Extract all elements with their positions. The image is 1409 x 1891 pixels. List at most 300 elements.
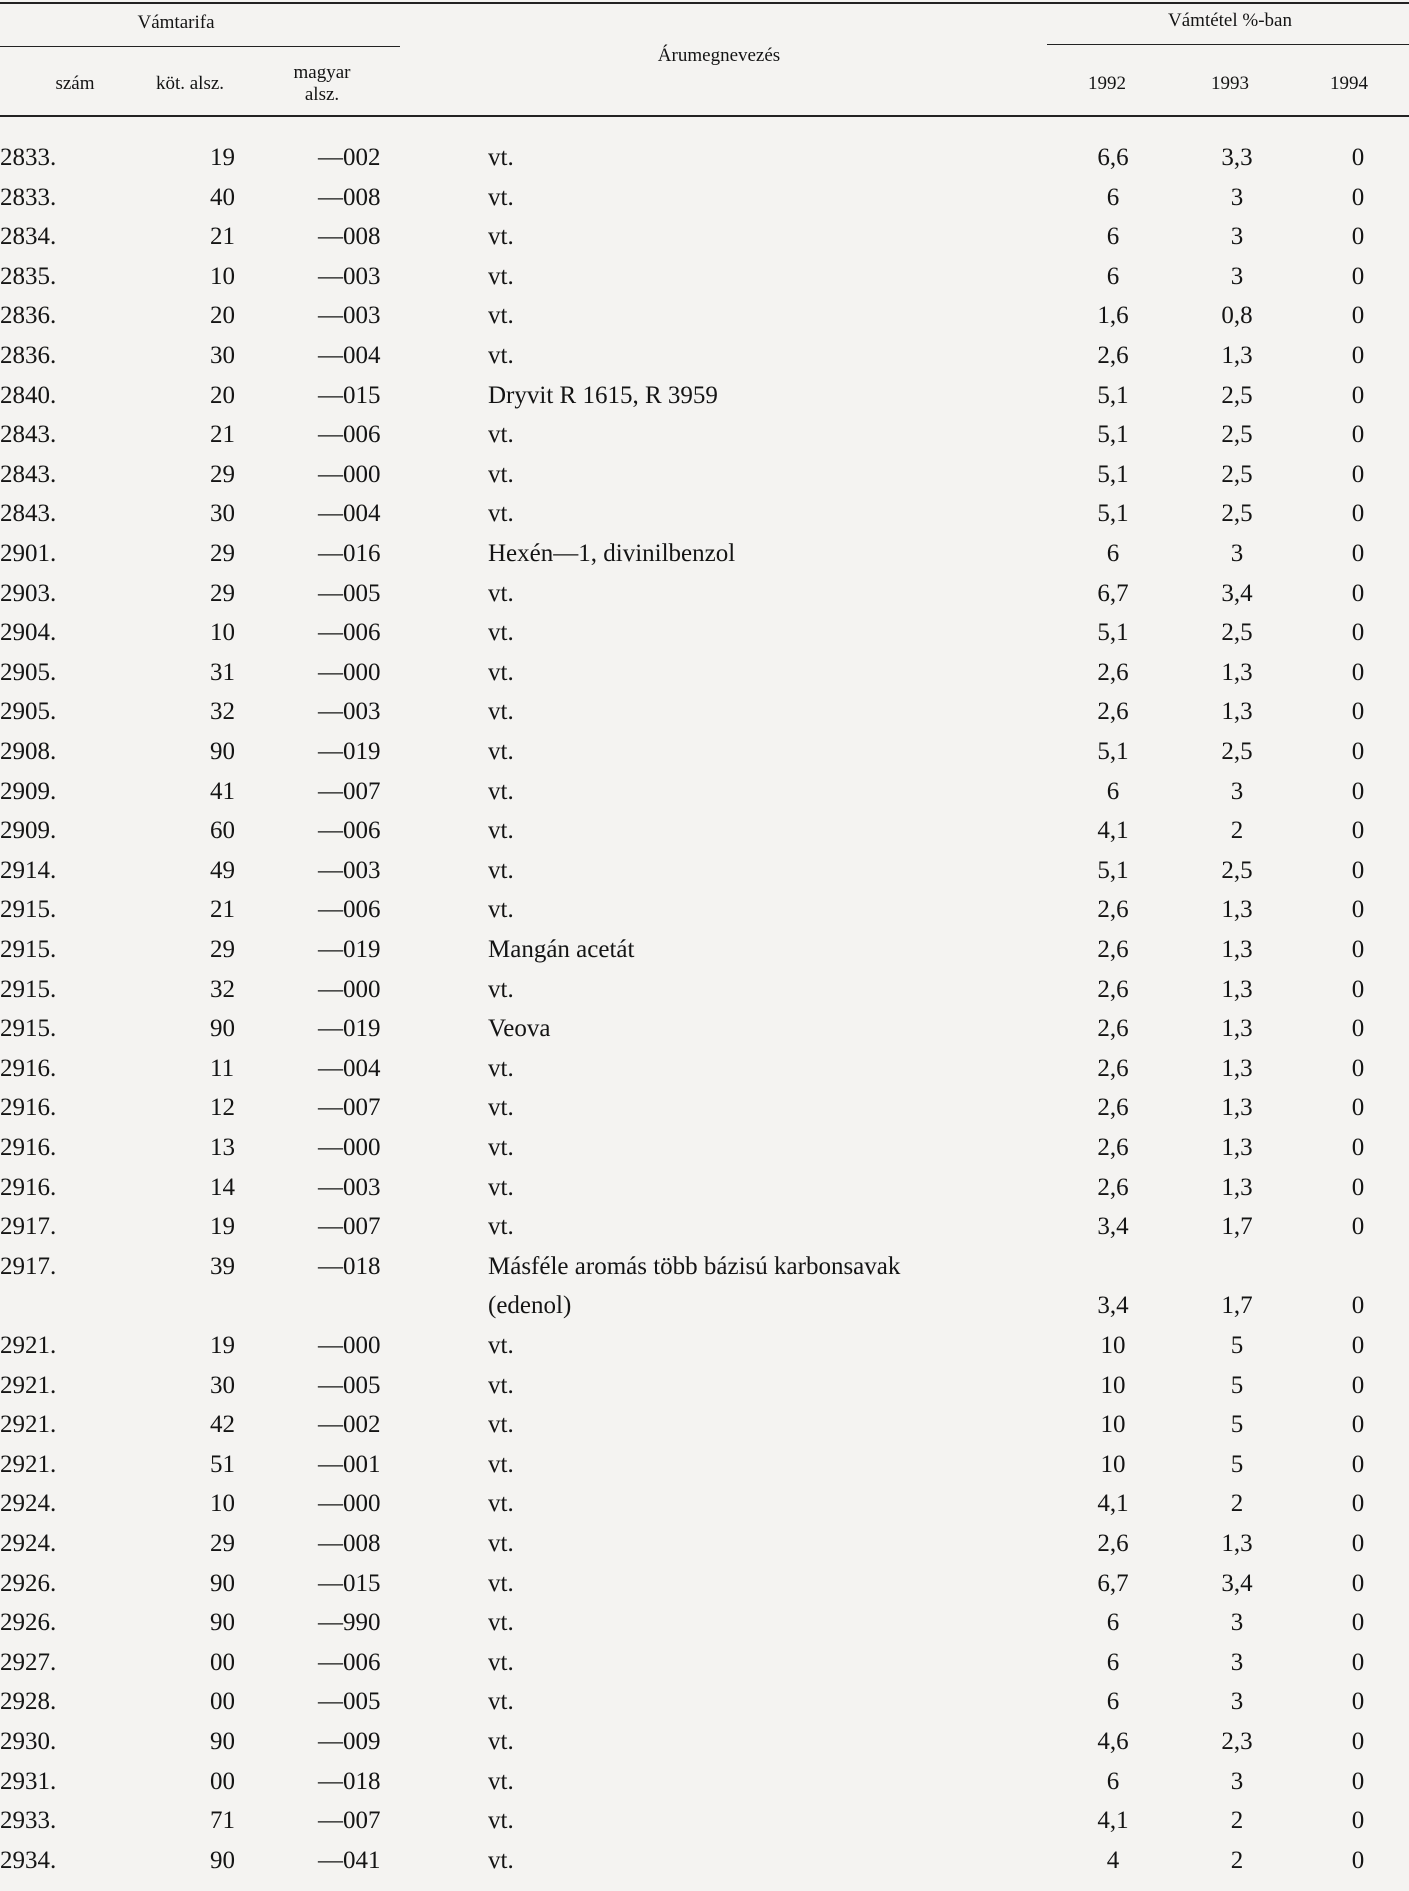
magyar-alsz-cell: —007 (318, 1213, 381, 1241)
table-row (0, 1644, 1409, 1682)
table-row (0, 1129, 1409, 1167)
table-row (0, 1525, 1409, 1563)
kot-alsz-cell: 29 (210, 460, 235, 488)
tariff-number-cell: 2915. (0, 936, 57, 963)
rate-1994-cell: 0 (1351, 896, 1365, 924)
magyar-alsz-cell: —000 (318, 1134, 381, 1161)
kot-alsz-cell: 19 (210, 1213, 235, 1241)
table-row (0, 891, 1409, 929)
magyar-alsz-cell: —003 (318, 302, 381, 330)
rate-1992-cell: 6 (1106, 223, 1120, 251)
rate-1994-cell (1358, 1248, 1359, 1286)
rate-1993-cell: 5 (1230, 1450, 1244, 1478)
rate-1993-cell: 1,3 (1221, 658, 1253, 686)
rate-1992-cell: 10 (1100, 1371, 1126, 1399)
top-rule (0, 2, 1409, 4)
product-name-cell: (edenol) (488, 1292, 572, 1320)
rate-1993-cell: 5 (1230, 1332, 1244, 1359)
rate-1994-cell: 0 (1351, 936, 1365, 963)
table-row (0, 971, 1409, 1009)
kot-alsz-cell: 19 (210, 1332, 235, 1359)
rate-1992-cell: 10 (1100, 1450, 1126, 1478)
table-row (0, 1604, 1409, 1642)
table-row (0, 456, 1409, 494)
kot-alsz-cell: 21 (210, 421, 235, 449)
tariff-number-cell: 2908. (0, 738, 57, 765)
product-name-cell: vt. (488, 1767, 514, 1795)
magyar-alsz-cell: —009 (318, 1728, 381, 1755)
rate-1993-cell: 5 (1230, 1371, 1244, 1399)
rate-1993-cell: 3 (1230, 1767, 1244, 1795)
header-bottom-rule (0, 115, 1409, 117)
rate-1994-cell: 0 (1351, 302, 1365, 330)
product-name-cell: vt. (488, 777, 514, 805)
rate-1993-cell: 2 (1230, 1490, 1244, 1518)
rate-1994-cell: 0 (1351, 144, 1365, 171)
rate-1994-cell: 0 (1351, 1767, 1365, 1795)
kot-alsz-cell: 90 (210, 1609, 235, 1637)
tariff-number-cell: 2915. (0, 896, 57, 924)
rate-1992-cell: 10 (1100, 1332, 1126, 1359)
kot-alsz-cell: 30 (210, 342, 235, 369)
product-name-cell: vt. (488, 1134, 514, 1161)
magyar-alsz-cell: —000 (318, 1490, 381, 1518)
tariff-number-cell: 2843. (0, 460, 57, 488)
rate-1993-cell: 2,5 (1221, 381, 1253, 409)
magyar-alsz-cell: —002 (318, 144, 381, 171)
tariff-number-cell: 2916. (0, 1134, 57, 1161)
product-name-cell: vt. (488, 1648, 514, 1676)
kot-alsz-cell: 32 (210, 698, 235, 726)
product-name-cell: vt. (488, 1213, 514, 1241)
header-col-szam: szám (55, 73, 95, 94)
table-row (0, 575, 1409, 613)
table-row (0, 812, 1409, 850)
rate-1992-cell: 5,1 (1097, 500, 1129, 528)
magyar-alsz-cell: —018 (318, 1252, 381, 1280)
vamtetel-rule (1047, 44, 1409, 45)
header-col-magyar-alsz: magyar alsz. (293, 62, 351, 105)
tariff-number-cell: 2926. (0, 1569, 57, 1597)
tariff-number-cell: 2833. (0, 183, 57, 211)
tariff-number-cell: 2921. (0, 1450, 57, 1478)
rate-1992-cell: 6,6 (1097, 144, 1129, 171)
table-row (0, 1010, 1409, 1048)
rate-1992-cell: 3,4 (1097, 1292, 1129, 1320)
tariff-number-cell: 2843. (0, 500, 57, 528)
rate-1992-cell: 4,1 (1097, 1807, 1129, 1835)
kot-alsz-cell: 20 (210, 302, 235, 330)
rate-1994-cell: 0 (1351, 1569, 1365, 1597)
product-name-cell: vt. (488, 1728, 514, 1755)
table-row (0, 693, 1409, 731)
kot-alsz-cell: 10 (210, 1490, 235, 1518)
kot-alsz-cell: 13 (210, 1134, 235, 1161)
tariff-number-cell: 2926. (0, 1609, 57, 1637)
rate-1992-cell: 6 (1106, 262, 1120, 290)
rate-1993-cell: 2,5 (1221, 738, 1253, 765)
magyar-alsz-cell: —004 (318, 342, 381, 369)
tariff-number-cell: 2843. (0, 421, 57, 449)
kot-alsz-cell: 40 (210, 183, 235, 211)
rate-1994-cell: 0 (1351, 1094, 1365, 1122)
header-year-1992: 1992 (1088, 73, 1126, 94)
kot-alsz-cell: 19 (210, 144, 235, 171)
kot-alsz-cell: 90 (210, 1569, 235, 1597)
rate-1993-cell: 1,3 (1221, 1015, 1253, 1043)
kot-alsz-cell: 10 (210, 262, 235, 290)
rate-1992-cell: 6 (1106, 540, 1120, 567)
rate-1992-cell: 5,1 (1097, 856, 1129, 884)
kot-alsz-cell: 12 (210, 1094, 235, 1122)
kot-alsz-cell: 49 (210, 856, 235, 884)
table-row (0, 337, 1409, 375)
table-row (0, 535, 1409, 573)
rate-1993-cell: 3 (1230, 1609, 1244, 1637)
kot-alsz-cell: 00 (210, 1767, 235, 1795)
rate-1993-cell: 1,3 (1221, 1134, 1253, 1161)
tariff-number-cell: 2901. (0, 540, 57, 567)
rate-1994-cell: 0 (1351, 1846, 1365, 1874)
rate-1994-cell: 0 (1351, 658, 1365, 686)
magyar-alsz-cell: —006 (318, 421, 381, 449)
rate-1993-cell: 5 (1230, 1411, 1244, 1439)
rate-1994-cell: 0 (1351, 1292, 1365, 1320)
magyar-alsz-cell: —990 (318, 1609, 381, 1637)
rate-1994-cell: 0 (1351, 1450, 1365, 1478)
product-name-cell: vt. (488, 1371, 514, 1399)
rate-1994-cell: 0 (1351, 1054, 1365, 1082)
rate-1993-cell: 1,3 (1221, 936, 1253, 963)
tariff-number-cell: 2836. (0, 302, 57, 330)
table-row (0, 1683, 1409, 1721)
magyar-alsz-cell: —004 (318, 1054, 381, 1082)
header-year-1993: 1993 (1211, 73, 1249, 94)
tariff-number-cell: 2916. (0, 1094, 57, 1122)
magyar-alsz-cell: —008 (318, 183, 381, 211)
table-row (0, 218, 1409, 256)
magyar-alsz-cell: —004 (318, 500, 381, 528)
rate-1994-cell: 0 (1351, 1609, 1365, 1637)
product-name-cell: vt. (488, 698, 514, 726)
tariff-number-cell: 2915. (0, 975, 57, 1003)
magyar-alsz-cell: —007 (318, 777, 381, 805)
table-row (0, 1723, 1409, 1761)
tariff-number-cell: 2934. (0, 1846, 57, 1874)
rate-1993-cell: 1,3 (1221, 975, 1253, 1003)
product-name-cell: vt. (488, 1450, 514, 1478)
product-name-cell: vt. (488, 1094, 514, 1122)
kot-alsz-cell: 39 (210, 1252, 235, 1280)
rate-1993-cell: 1,3 (1221, 1094, 1253, 1122)
kot-alsz-cell: 30 (210, 1371, 235, 1399)
table-row (0, 1169, 1409, 1207)
tariff-number-cell: 2904. (0, 619, 57, 647)
product-name-cell: vt. (488, 1688, 514, 1716)
table-row (0, 1763, 1409, 1801)
magyar-alsz-cell: —005 (318, 1371, 381, 1399)
magyar-alsz-cell: —007 (318, 1807, 381, 1835)
rate-1992-cell: 2,6 (1097, 658, 1129, 686)
product-name-cell: vt. (488, 1530, 514, 1557)
header-vamtarifa: Vámtarifa (137, 12, 215, 33)
rate-1994-cell: 0 (1351, 223, 1365, 251)
product-name-cell: Másféle aromás több bázisú karbonsavak (488, 1252, 901, 1280)
rate-1994-cell: 0 (1351, 183, 1365, 211)
rate-1992-cell: 2,6 (1097, 936, 1129, 963)
tariff-number-cell: 2833. (0, 144, 57, 171)
table-row (0, 1050, 1409, 1088)
rate-1993-cell: 1,3 (1221, 342, 1253, 369)
kot-alsz-cell: 42 (210, 1411, 235, 1439)
magyar-alsz-cell: —041 (318, 1846, 381, 1874)
rate-1992-cell: 10 (1100, 1411, 1126, 1439)
product-name-cell: vt. (488, 421, 514, 449)
product-name-cell: vt. (488, 975, 514, 1003)
kot-alsz-cell: 20 (210, 381, 235, 409)
rate-1994-cell: 0 (1351, 1648, 1365, 1676)
table-row (0, 179, 1409, 217)
magyar-alsz-cell: —019 (318, 1015, 381, 1043)
rate-1993-cell: 3,3 (1221, 144, 1253, 171)
table-row (0, 1802, 1409, 1840)
table-row (0, 495, 1409, 533)
kot-alsz-cell: 30 (210, 500, 235, 528)
product-name-cell: Veova (488, 1015, 551, 1043)
product-name-cell: Mangán acetát (488, 936, 635, 963)
rate-1994-cell: 0 (1351, 1332, 1365, 1359)
magyar-alsz-cell: —019 (318, 936, 381, 963)
rate-1992-cell: 2,6 (1097, 342, 1129, 369)
rate-1993-cell: 2 (1230, 817, 1244, 845)
rate-1994-cell: 0 (1351, 262, 1365, 290)
table-row (0, 1367, 1409, 1405)
rate-1994-cell: 0 (1351, 1015, 1365, 1043)
tariff-number-cell: 2924. (0, 1490, 57, 1518)
product-name-cell: vt. (488, 262, 514, 290)
magyar-alsz-cell: —008 (318, 223, 381, 251)
rate-1992-cell: 5,1 (1097, 421, 1129, 449)
rate-1992-cell: 6,7 (1097, 1569, 1129, 1597)
rate-1994-cell: 0 (1351, 579, 1365, 607)
table-row (0, 297, 1409, 335)
rate-1993-cell: 2,5 (1221, 856, 1253, 884)
rate-1992-cell: 6 (1106, 1648, 1120, 1676)
rate-1993-cell: 1,7 (1221, 1292, 1253, 1320)
rate-1993-cell: 1,3 (1221, 1530, 1253, 1557)
table-row (0, 1208, 1409, 1246)
rate-1992-cell: 6 (1106, 1688, 1120, 1716)
rate-1992-cell: 2,6 (1097, 698, 1129, 726)
rate-1993-cell: 3 (1230, 262, 1244, 290)
rate-1992-cell: 4 (1106, 1846, 1120, 1874)
rate-1993-cell: 3 (1230, 1648, 1244, 1676)
header-vamtetel: Vámtétel %-ban (1168, 10, 1292, 31)
table-row (0, 654, 1409, 692)
tariff-number-cell: 2921. (0, 1411, 57, 1439)
rate-1992-cell: 2,6 (1097, 1173, 1129, 1201)
rate-1994-cell: 0 (1351, 738, 1365, 765)
magyar-alsz-cell: —001 (318, 1450, 381, 1478)
magyar-alsz-cell: —006 (318, 817, 381, 845)
kot-alsz-cell: 00 (210, 1688, 235, 1716)
tariff-number-cell: 2916. (0, 1054, 57, 1082)
rate-1992-cell: 6 (1106, 1767, 1120, 1795)
rate-1993-cell: 2,5 (1221, 500, 1253, 528)
rate-1993-cell: 1,7 (1221, 1213, 1253, 1241)
rate-1993-cell: 3 (1230, 540, 1244, 567)
rate-1992-cell (1113, 1248, 1114, 1286)
rate-1992-cell: 2,6 (1097, 1134, 1129, 1161)
rate-1992-cell: 6 (1106, 1609, 1120, 1637)
product-name-cell: Hexén—1, divinilbenzol (488, 540, 736, 567)
table-row (0, 1089, 1409, 1127)
magyar-alsz-cell: —019 (318, 738, 381, 765)
table-row (0, 1446, 1409, 1484)
tariff-number-cell: 2924. (0, 1530, 57, 1557)
product-name-cell: vt. (488, 460, 514, 488)
rate-1993-cell: 3 (1230, 777, 1244, 805)
tariff-number-cell: 2917. (0, 1213, 57, 1241)
rate-1992-cell: 2,6 (1097, 1094, 1129, 1122)
header-arumegnevezes: Árumegnevezés (657, 45, 781, 66)
rate-1994-cell: 0 (1351, 1134, 1365, 1161)
rate-1992-cell: 2,6 (1097, 975, 1129, 1003)
table-row (0, 733, 1409, 771)
rate-1994-cell: 0 (1351, 1173, 1365, 1201)
tariff-number-cell: 2836. (0, 342, 57, 369)
rate-1992-cell: 2,6 (1097, 1015, 1129, 1043)
table-row (0, 1287, 1409, 1325)
product-name-cell: vt. (488, 1569, 514, 1597)
rate-1993-cell: 3,4 (1221, 1569, 1253, 1597)
magyar-alsz-cell: —002 (318, 1411, 381, 1439)
product-name-cell: vt. (488, 302, 514, 330)
table-row (0, 139, 1409, 177)
kot-alsz-cell: 29 (210, 936, 235, 963)
rate-1994-cell: 0 (1351, 1688, 1365, 1716)
rate-1992-cell: 5,1 (1097, 381, 1129, 409)
table-row (0, 377, 1409, 415)
rate-1993-cell: 3 (1230, 1688, 1244, 1716)
kot-alsz-cell: 90 (210, 1846, 235, 1874)
kot-alsz-cell: 90 (210, 1728, 235, 1755)
rate-1994-cell: 0 (1351, 1807, 1365, 1835)
tariff-number-cell: 2834. (0, 223, 57, 251)
magyar-alsz-cell: —003 (318, 262, 381, 290)
tariff-number-cell: 2930. (0, 1728, 57, 1755)
rate-1993-cell: 1,3 (1221, 1054, 1253, 1082)
rate-1992-cell: 6,7 (1097, 579, 1129, 607)
magyar-alsz-cell: —003 (318, 1173, 381, 1201)
rate-1993-cell: 2,5 (1221, 619, 1253, 647)
rate-1994-cell: 0 (1351, 342, 1365, 369)
table-row (0, 1327, 1409, 1365)
kot-alsz-cell: 31 (210, 658, 235, 686)
kot-alsz-cell: 14 (210, 1173, 235, 1201)
rate-1993-cell: 2,5 (1221, 421, 1253, 449)
rate-1993-cell: 1,3 (1221, 698, 1253, 726)
tariff-number-cell: 2903. (0, 579, 57, 607)
table-row (0, 1565, 1409, 1603)
product-name-cell: vt. (488, 500, 514, 528)
rate-1993-cell: 3 (1230, 183, 1244, 211)
kot-alsz-cell: 29 (210, 540, 235, 567)
product-name-cell: vt. (488, 223, 514, 251)
kot-alsz-cell: 00 (210, 1648, 235, 1676)
tariff-number-cell: 2909. (0, 777, 57, 805)
magyar-alsz-cell: —000 (318, 658, 381, 686)
table-row (0, 931, 1409, 969)
kot-alsz-cell: 11 (210, 1054, 235, 1082)
tariff-number-cell: 2916. (0, 1173, 57, 1201)
rate-1992-cell: 2,6 (1097, 1054, 1129, 1082)
rate-1993-cell: 2 (1230, 1846, 1244, 1874)
magyar-alsz-cell: —000 (318, 1332, 381, 1359)
rate-1992-cell: 2,6 (1097, 896, 1129, 924)
tariff-number-cell: 2928. (0, 1688, 57, 1716)
rate-1993-cell: 2,3 (1221, 1728, 1253, 1755)
product-name-cell: vt. (488, 183, 514, 211)
product-name-cell: vt. (488, 144, 514, 171)
kot-alsz-cell: 90 (210, 738, 235, 765)
rate-1992-cell: 6 (1106, 183, 1120, 211)
magyar-alsz-cell: —006 (318, 1648, 381, 1676)
product-name-cell: vt. (488, 1411, 514, 1439)
rate-1992-cell: 4,1 (1097, 817, 1129, 845)
product-name-cell: vt. (488, 1173, 514, 1201)
rate-1994-cell: 0 (1351, 817, 1365, 845)
product-name-cell: vt. (488, 1054, 514, 1082)
tariff-number-cell: 2921. (0, 1371, 57, 1399)
tariff-number-cell: 2909. (0, 817, 57, 845)
product-name-cell: vt. (488, 738, 514, 765)
rate-1994-cell: 0 (1351, 1371, 1365, 1399)
kot-alsz-cell: 32 (210, 975, 235, 1003)
table-row (0, 1842, 1409, 1880)
table-row (0, 416, 1409, 454)
tariff-number-cell: 2931. (0, 1767, 57, 1795)
rate-1992-cell: 1,6 (1097, 302, 1129, 330)
table-row (0, 852, 1409, 890)
tariff-number-cell: 2905. (0, 658, 57, 686)
product-name-cell: vt. (488, 342, 514, 369)
magyar-alsz-cell: —015 (318, 381, 381, 409)
rate-1992-cell: 4,6 (1097, 1728, 1129, 1755)
product-name-cell: vt. (488, 1490, 514, 1518)
rate-1994-cell: 0 (1351, 1530, 1365, 1557)
table-row (0, 773, 1409, 811)
rate-1992-cell: 5,1 (1097, 619, 1129, 647)
rate-1992-cell: 2,6 (1097, 1530, 1129, 1557)
product-name-cell: vt. (488, 1846, 514, 1874)
rate-1994-cell: 0 (1351, 856, 1365, 884)
rate-1992-cell: 5,1 (1097, 460, 1129, 488)
rate-1994-cell: 0 (1351, 381, 1365, 409)
magyar-alsz-cell: —000 (318, 460, 381, 488)
table-row (0, 1485, 1409, 1523)
tariff-number-cell: 2917. (0, 1252, 57, 1280)
kot-alsz-cell: 90 (210, 1015, 235, 1043)
table-row (0, 1248, 1409, 1286)
rate-1993-cell: 3,4 (1221, 579, 1253, 607)
kot-alsz-cell: 29 (210, 579, 235, 607)
magyar-alsz-cell: —018 (318, 1767, 381, 1795)
product-name-cell: vt. (488, 1332, 514, 1359)
magyar-alsz-cell: —015 (318, 1569, 381, 1597)
rate-1993-cell: 3 (1230, 223, 1244, 251)
rate-1994-cell: 0 (1351, 1728, 1365, 1755)
